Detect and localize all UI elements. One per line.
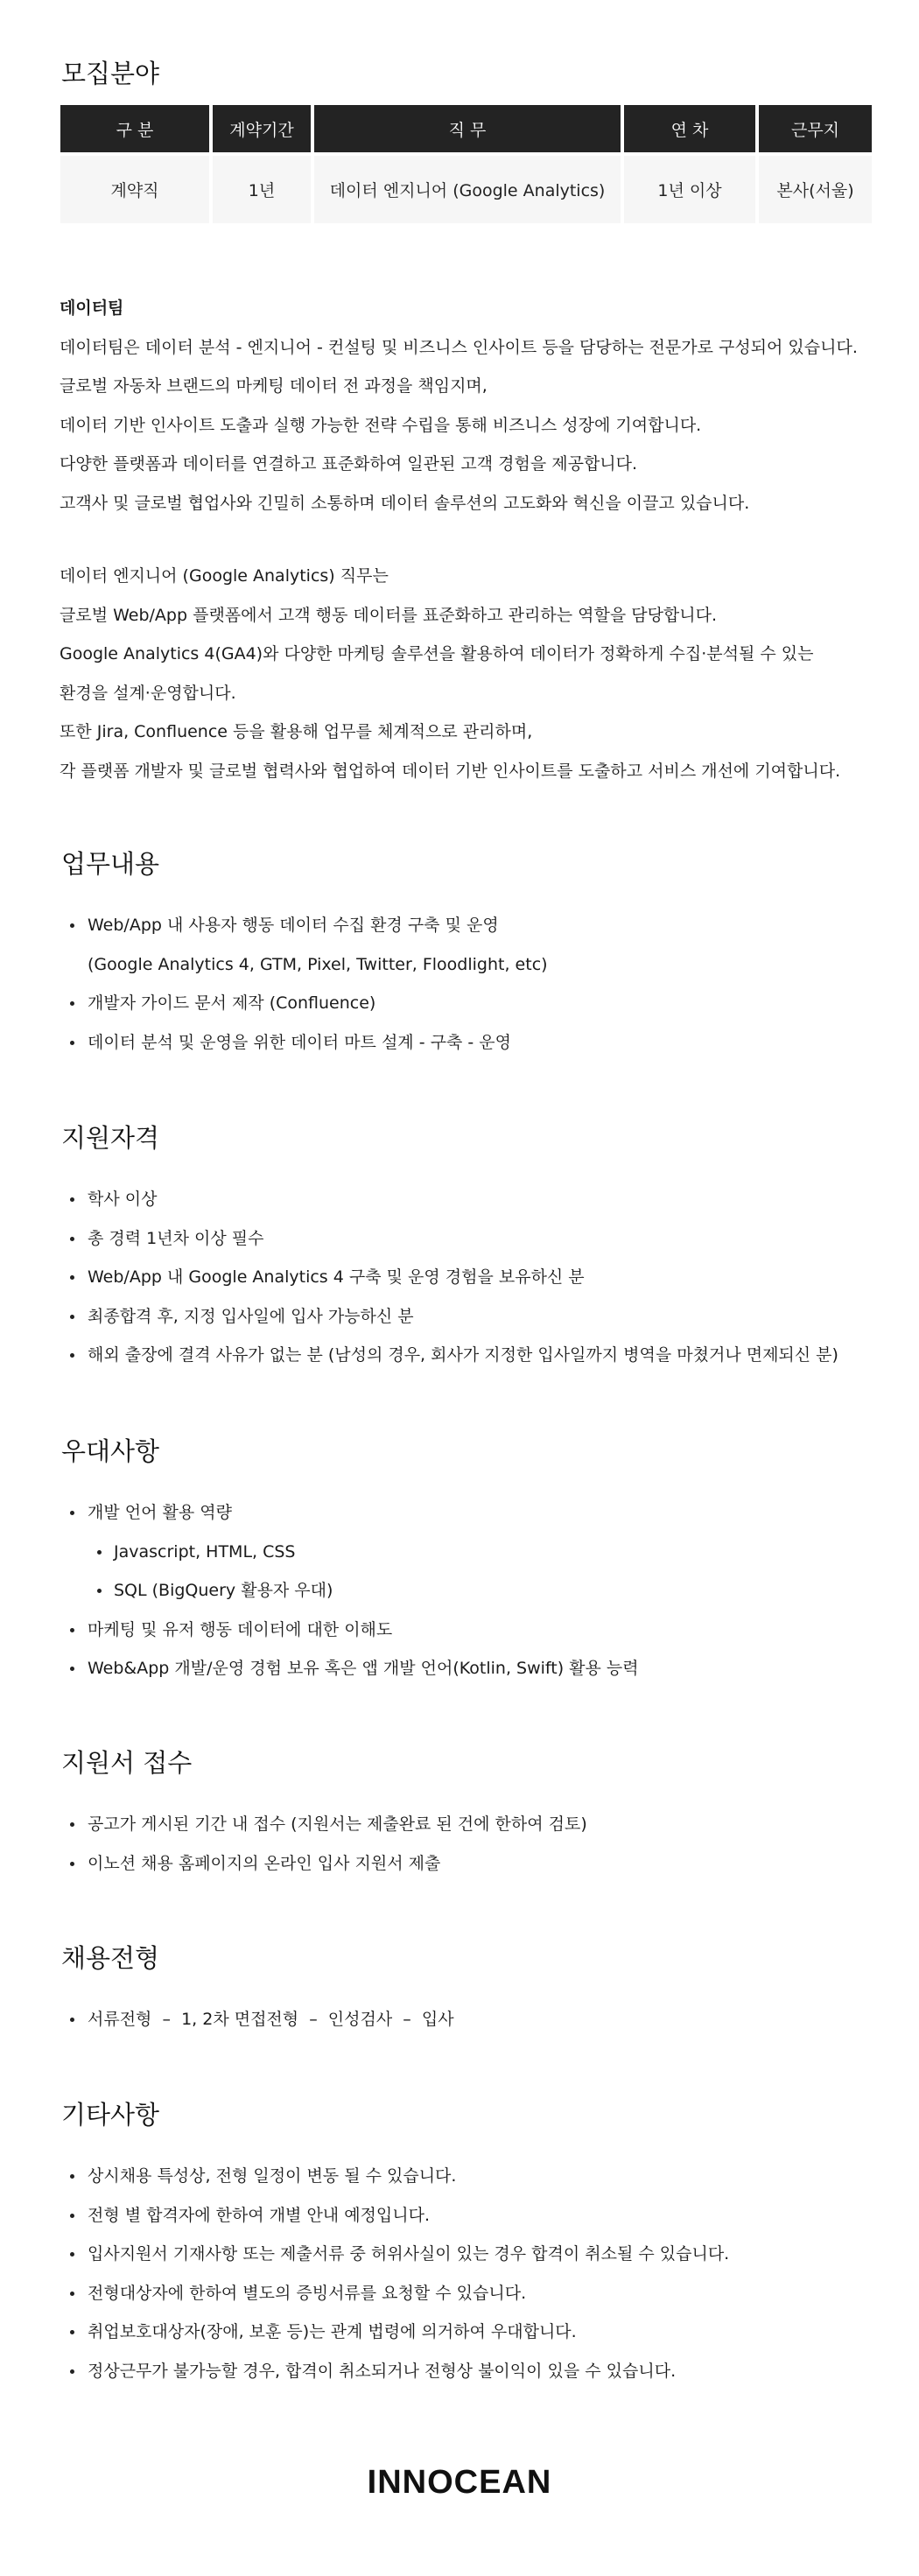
list-item: 취업보호대상자(장애, 보훈 등)는 관계 법령에 의거하여 우대합니다. [68,2313,729,2352]
cell-location: 본사(서울) [759,152,872,223]
role-intro-heading: 데이터 엔지니어 (Google Analytics) 직무는 [60,566,389,586]
preferred-title: 우대사항 [61,1436,160,1466]
recruit-title: 모집분야 [61,59,160,88]
list-item: 이노션 채용 홈페이지의 온라인 입사 지원서 제출 [68,1844,587,1884]
team-intro [60,289,900,523]
list-item: 공고가 게시된 기간 내 접수 (지원서는 제출완료 된 건에 한하여 검토) [68,1805,587,1844]
list-item: Web/App 내 Google Analytics 4 구축 및 운영 경험을 보유하신 분 [68,1258,838,1297]
application-list [68,1805,587,1883]
cell-experience: 1년 이상 [624,152,755,223]
recruit-table-header-row [60,105,872,152]
header-location: 근무지 [759,105,872,152]
header-experience: 연 차 [624,105,755,152]
list-item: 정상근무가 불가능할 경우, 합격이 취소되거나 전형상 불이익이 있을 수 있습니다. [68,2352,729,2391]
team-intro-line: 글로벌 자동차 브랜드의 마케팅 데이터 전 과정을 책임지며, [60,376,488,396]
header-contract-period: 계약기간 [213,105,311,152]
role-intro-line: 각 플랫폼 개발자 및 글로벌 협력사와 협업하여 데이터 기반 인사이트를 도출하고 서비스 개선에 기여합니다. [60,761,841,781]
list-item: 총 경력 1년차 이상 필수 [68,1219,838,1259]
list-item: Web/App 내 사용자 행동 데이터 수집 환경 구축 및 운영 [68,906,548,945]
role-intro-line: Google Analytics 4(GA4)와 다양한 마케팅 솔루션을 활용하여 데이터가 정확하게 수집·분석될 수 있는 [60,644,814,663]
list-item: 마케팅 및 유저 행동 데이터에 대한 이해도 [68,1611,639,1650]
process-title: 채용전형 [61,1943,160,1973]
list-item: 개발자 가이드 문서 제작 (Confluence) [68,984,548,1023]
process-list [68,2000,454,2039]
role-intro-line: 또한 Jira, Confluence 등을 활용해 업무를 체계적으로 관리하며, [60,722,533,741]
sub-list-item: SQL (BigQuery 활용자 우대) [68,1571,639,1611]
list-item: 최종합격 후, 지정 입사일에 입사 가능하신 분 [68,1297,838,1337]
cell-job: 데이터 엔지니어 (Google Analytics) [314,152,621,223]
application-title: 지원서 접수 [61,1748,193,1778]
header-job: 직 무 [314,105,621,152]
list-item: 개발 언어 활용 역량 [68,1493,639,1533]
qualifications-list [68,1180,838,1375]
role-intro-line: 글로벌 Web/App 플랫폼에서 고객 행동 데이터를 표준화하고 관리하는 역할을 담당합니다. [60,605,718,625]
preferred-list [68,1493,639,1688]
team-intro-line: 데이터팀은 데이터 분석 - 엔지니어 - 컨설팅 및 비즈니스 인사이트 등을 담당하는 전문가로 구성되어 있습니다. [60,337,858,357]
role-intro [60,557,900,790]
list-item: Web&App 개발/운영 경험 보유 혹은 앱 개발 언어(Kotlin, Swift) 활용 능력 [68,1649,639,1688]
list-item-continuation: (Google Analytics 4, GTM, Pixel, Twitter, Floodlight, etc) [88,954,548,974]
duties-title: 업무내용 [61,849,160,879]
cell-category: 계약직 [60,152,209,223]
team-intro-line: 데이터 기반 인사이트 도출과 실행 가능한 전략 수립을 통해 비즈니스 성장에 기여합니다. [60,415,702,435]
list-item: 학사 이상 [68,1180,838,1219]
table-row [60,152,872,223]
team-intro-heading: 데이터팀 [60,298,124,318]
sub-list-item: Javascript, HTML, CSS [68,1533,639,1572]
cell-contract-period: 1년 [213,152,311,223]
list-item: 서류전형 – 1, 2차 면접전형 – 인성검사 – 입사 [68,2000,454,2039]
team-intro-line: 고객사 및 글로벌 협업사와 긴밀히 소통하며 데이터 솔루션의 고도화와 혁신을 이끌고 있습니다. [60,493,750,513]
list-item: 상시채용 특성상, 전형 일정이 변동 될 수 있습니다. [68,2157,729,2196]
team-intro-line: 다양한 플랫폼과 데이터를 연결하고 표준화하여 일관된 고객 경험을 제공합니다. [60,454,638,474]
etc-list [68,2157,729,2390]
list-item: 데이터 분석 및 운영을 위한 데이터 마트 설계 - 구축 - 운영 [68,1023,548,1063]
qualifications-title: 지원자격 [61,1123,160,1153]
list-item: 전형 별 합격자에 한하여 개별 안내 예정입니다. [68,2196,729,2236]
innocean-logo: INNOCEAN [367,2464,552,2501]
list-item: 전형대상자에 한하여 별도의 증빙서류를 요청할 수 있습니다. [68,2274,729,2313]
duties-list [68,906,548,1062]
list-item: 해외 출장에 결격 사유가 없는 분 (남성의 경우, 회사가 지정한 입사일까지 병역을 마쳤거나 면제되신 분) [68,1336,838,1375]
role-intro-line: 환경을 설계·운영합니다. [60,683,236,703]
etc-title: 기타사항 [61,2100,160,2130]
header-category: 구 분 [60,105,209,152]
list-item: 입사지원서 기재사항 또는 제출서류 중 허위사실이 있는 경우 합격이 취소될 수 있습니다. [68,2235,729,2274]
recruit-table [57,105,875,223]
